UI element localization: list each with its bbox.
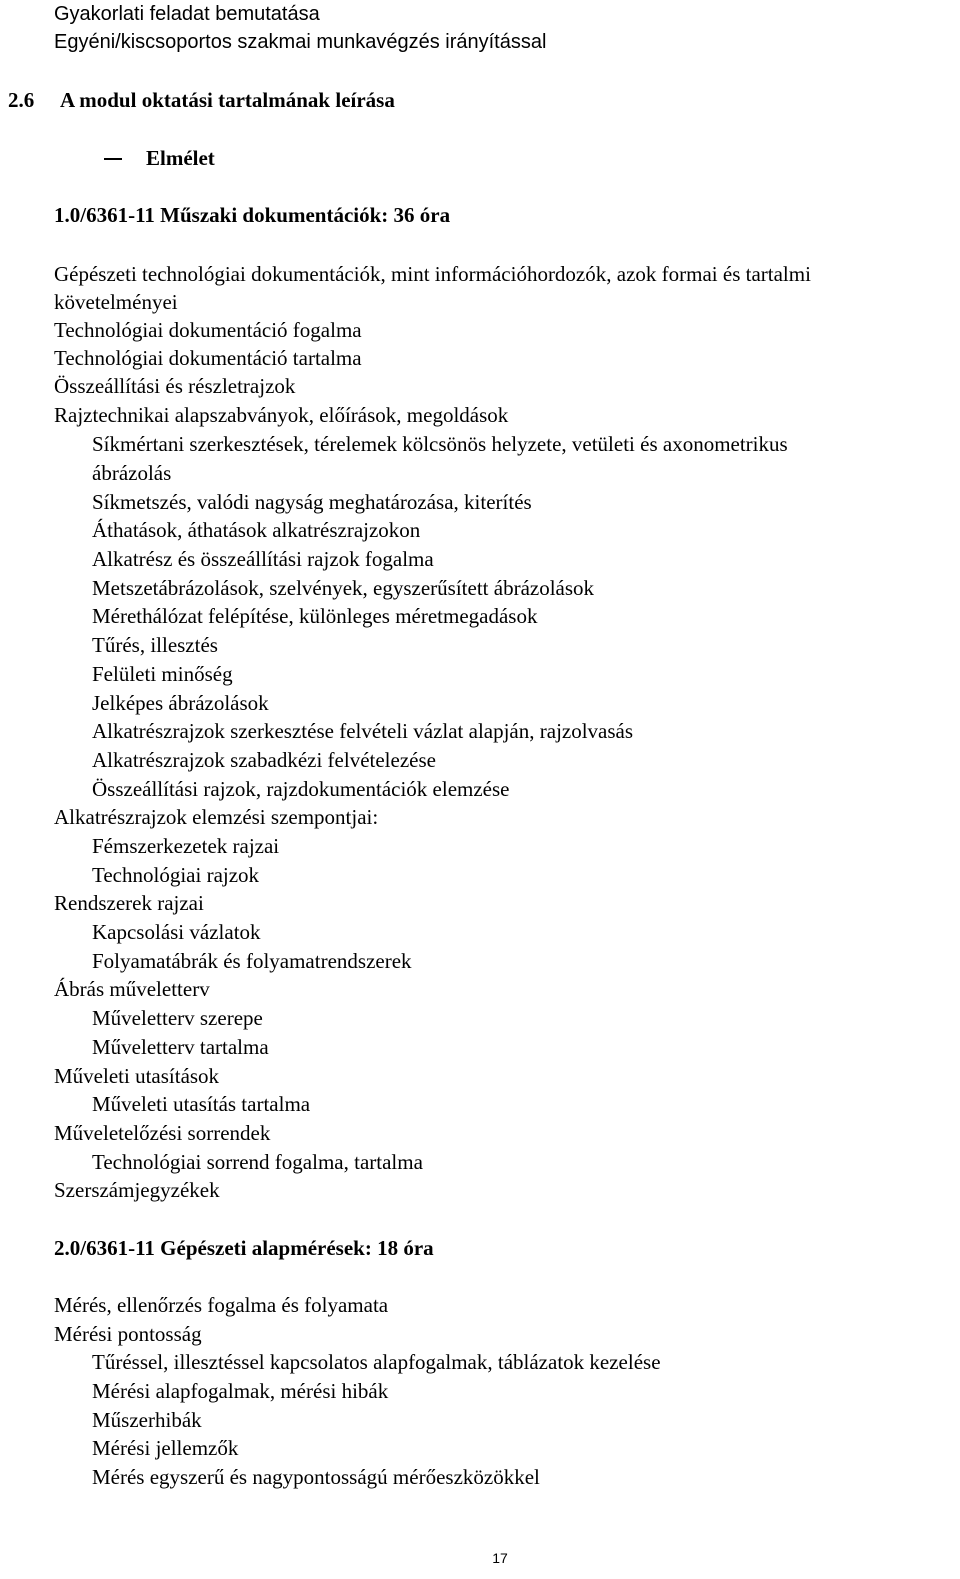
list-item: Műveleti utasítások — [54, 1064, 220, 1088]
list-item: Mérethálózat felépítése, különleges méretmegadások — [92, 604, 538, 628]
list-item: Műszerhibák — [92, 1408, 202, 1432]
list-item: Fémszerkezetek rajzai — [92, 834, 280, 858]
list-item: ábrázolás — [92, 461, 172, 485]
list-item: Folyamatábrák és folyamatrendszerek — [92, 949, 412, 973]
list-item: Rendszerek rajzai — [54, 891, 204, 915]
dash-bullet-icon — [104, 158, 122, 160]
list-item: Alkatrészrajzok elemzési szempontjai: — [54, 805, 379, 829]
list-item: Szerszámjegyzékek — [54, 1178, 220, 1202]
header-line-2: Egyéni/kiscsoportos szakmai munkavégzés irányítással — [54, 31, 547, 53]
list-item: Metszetábrázolások, szelvények, egyszerűsített ábrázolások — [92, 576, 595, 600]
list-item: Alkatrészrajzok szerkesztése felvételi vázlat alapján, rajzolvasás — [92, 719, 634, 743]
list-item: Jelképes ábrázolások — [92, 691, 269, 715]
list-item: Síkmetszés, valódi nagyság meghatározása, kiterítés — [92, 490, 532, 514]
list-item: Gépészeti technológiai dokumentációk, mint információhordozók, azok formai és tartalmi — [54, 262, 811, 286]
list-item: Technológiai sorrend fogalma, tartalma — [92, 1150, 423, 1174]
list-item: Áthatások, áthatások alkatrészrajzokon — [92, 518, 421, 542]
section-number: 2.6 — [8, 88, 35, 112]
list-item: Mérési pontosság — [54, 1322, 202, 1346]
list-item: Mérési alapfogalmak, mérési hibák — [92, 1379, 389, 1403]
list-item: Mérés, ellenőrzés fogalma és folyamata — [54, 1293, 389, 1317]
section-title: A modul oktatási tartalmának leírása — [60, 88, 395, 112]
module-2-title: 2.0/6361-11 Gépészeti alapmérések: 18 óra — [54, 1236, 434, 1260]
list-item: Mérési jellemzők — [92, 1436, 239, 1460]
list-item: Technológiai dokumentáció tartalma — [54, 346, 362, 370]
list-item: Mérés egyszerű és nagypontosságú mérőeszközökkel — [92, 1465, 540, 1489]
list-item: Tűréssel, illesztéssel kapcsolatos alapfogalmak, táblázatok kezelése — [92, 1350, 661, 1374]
list-item: Alkatrészrajzok szabadkézi felvételezése — [92, 748, 436, 772]
list-item: Rajztechnikai alapszabványok, előírások, megoldások — [54, 403, 509, 427]
module-1-title: 1.0/6361-11 Műszaki dokumentációk: 36 óra — [54, 203, 451, 227]
list-item: Összeállítási rajzok, rajzdokumentációk elemzése — [92, 777, 510, 801]
list-item: Összeállítási és részletrajzok — [54, 374, 296, 398]
header-line-1: Gyakorlati feladat bemutatása — [54, 3, 320, 25]
subsection-label: Elmélet — [146, 146, 215, 170]
list-item: Technológiai rajzok — [92, 863, 260, 887]
list-item: Technológiai dokumentáció fogalma — [54, 318, 362, 342]
list-item: Műveletterv szerepe — [92, 1006, 263, 1030]
list-item: Kapcsolási vázlatok — [92, 920, 261, 944]
list-item: Ábrás műveletterv — [54, 977, 210, 1001]
list-item: Műveletterv tartalma — [92, 1035, 269, 1059]
list-item: Műveleti utasítás tartalma — [92, 1092, 311, 1116]
list-item: követelményei — [54, 290, 178, 314]
list-item: Felületi minőség — [92, 662, 233, 686]
list-item: Síkmértani szerkesztések, térelemek kölcsönös helyzete, vetületi és axonometrikus — [92, 432, 788, 456]
list-item: Műveletelőzési sorrendek — [54, 1121, 271, 1145]
list-item: Tűrés, illesztés — [92, 633, 218, 657]
list-item: Alkatrész és összeállítási rajzok fogalma — [92, 547, 434, 571]
page-number: 17 — [492, 1550, 508, 1566]
